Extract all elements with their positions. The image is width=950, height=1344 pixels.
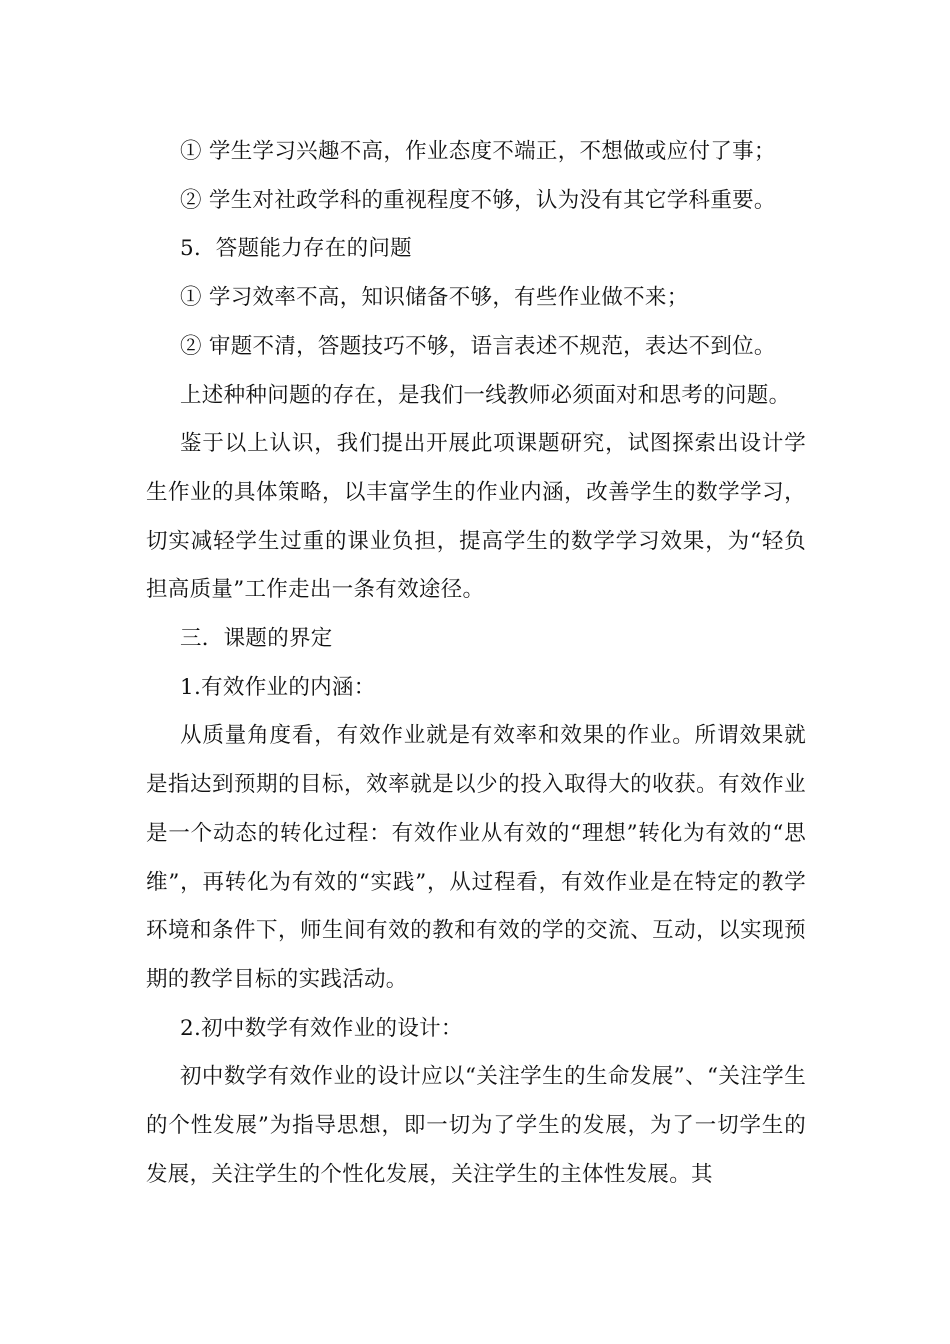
- section-heading-5: 5．答题能力存在的问题: [180, 236, 412, 262]
- paragraph-effective-homework: 从质量角度看，有效作业就是有效率和效果的作业。所谓效果就是指达到预期的目标，效率就是以少的投入取得大的收获。有效作业是一个动态的转化过程：有效作业从有效的“理想”转化为有效的“思维”，再转化为有效的“实践”，从过程看，有效作业是在特定的教学环境和条件下，师生间有效的教和有效的学的交流、互动，以实现预期的教学目标的实践活动。: [146, 723, 806, 992]
- paragraph-research-purpose: 鉴于以上认识，我们提出开展此项课题研究，试图探索出设计学生作业的具体策略，以丰富学生的作业内涵，改善学生的数学学习，切实减轻学生过重的课业负担，提高学生的数学学习效果，为“轻负担高质量”工作走出一条有效途径。: [146, 431, 806, 603]
- document-body: [146, 128, 806, 1199]
- paragraph-item-2: ② 学生对社政学科的重视程度不够，认为没有其它学科重要。: [180, 187, 776, 213]
- paragraph-design: 初中数学有效作业的设计应以“关注学生的生命发展”、“关注学生的个性发展”为指导思想，即一切为了学生的发展，为了一切学生的发展，关注学生的个性化发展，关注学生的主体性发展。其: [146, 1064, 806, 1187]
- paragraph-item-3: ① 学习效率不高，知识储备不够，有些作业做不来；: [180, 285, 689, 311]
- subheading-2: 2.初中数学有效作业的设计：: [180, 1015, 463, 1041]
- section-heading-3: 三．课题的界定: [180, 626, 333, 652]
- subheading-1: 1.有效作业的内涵：: [180, 674, 376, 700]
- paragraph-summary: 上述种种问题的存在，是我们一线教师必须面对和思考的问题。: [180, 382, 791, 408]
- paragraph-item-4: ② 审题不清，答题技巧不够，语言表述不规范，表达不到位。: [180, 333, 776, 359]
- paragraph-item-1: ① 学生学习兴趣不高，作业态度不端正，不想做或应付了事；: [180, 139, 776, 164]
